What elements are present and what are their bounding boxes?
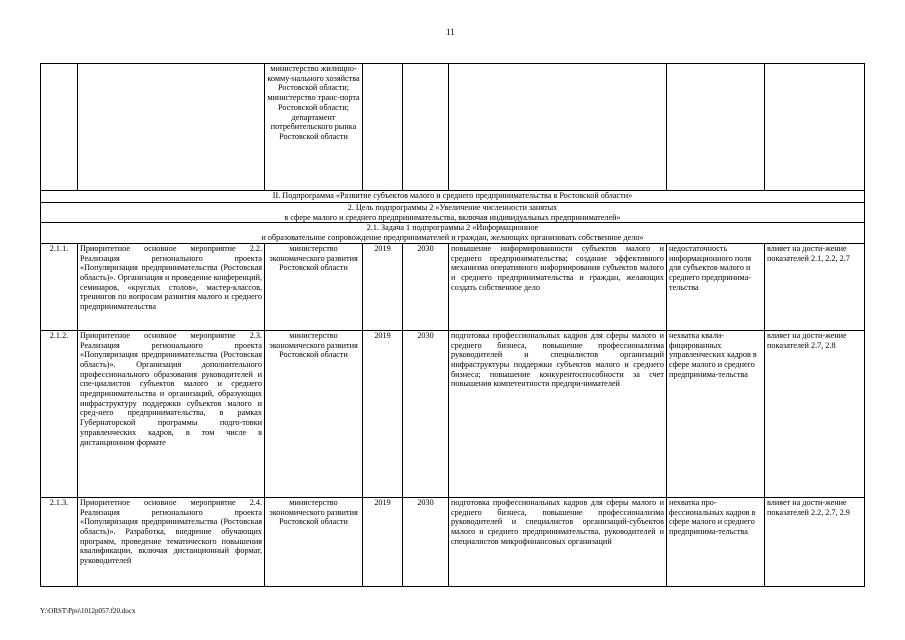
table-row <box>41 243 865 330</box>
file-path-footer: Y:\ORST\Ppo\1012p057.f20.docx <box>40 607 136 615</box>
cell-indicators: влияет на дости-жение показателей 2.2, 2.7, 2.9 <box>765 497 865 586</box>
cell-executor: министерство экономического развития Ростовской области <box>265 243 363 330</box>
section-row <box>41 191 865 203</box>
cell-executor: министерство жилищно-комму-нального хозяйства Ростовской области; министерство транс-порта Ростовской области; департамент потребительского рынка Ростовской области <box>265 64 363 191</box>
cell-activity: Приоритетное основное мероприятие 2.3. Реализация регионального проекта «Популяризация предпринимательства (Ростовская область)». Организация дополнительного профессионального образования руководителей и спе-циалистов субъектов малого и среднего предпринимательства и организаций, образующих инфраструктуру поддержки субъектов малого и сред-него предпринимательства, в рамках Губернаторской программы подго-товки управленческих кадров, в том числе в дистанционном формате <box>78 330 265 497</box>
subprogram-heading: II. Подпрограмма «Развитие субъектов малого и среднего предпринимательства в Ростовской области» <box>41 191 865 203</box>
cell-end-year: 2030 <box>403 243 449 330</box>
cell-start-year: 2019 <box>363 243 403 330</box>
cell-number <box>41 64 78 191</box>
task-heading-line-1: 2.1. Задача 1 подпрограммы 2 «Информационное <box>366 223 539 233</box>
table-row <box>41 497 865 586</box>
goal-heading-line-2: в сфере малого и среднего предпринимательства, включая индивидуальных предпринимателей» <box>284 212 621 222</box>
cell-start-year <box>363 64 403 191</box>
cell-indicators: влияет на дости-жение показателей 2.7, 2.8 <box>765 330 865 497</box>
cell-consequences: нехватка про-фессиональных кадров в сфере малого и среднего предпринима-тельства <box>667 497 765 586</box>
cell-result: подготовка профессиональных кадров для сферы малого и среднего бизнеса, повышение профессионализма руководителей и специалистов организаций инфраструктуры поддержки субъектов малого и среднего бизнеса; повышение конкурентоспособности за счет повышения компетентности предпри-нимателей <box>449 330 667 497</box>
goal-heading <box>41 203 865 223</box>
cell-start-year: 2019 <box>363 330 403 497</box>
goal-heading-line-1: 2. Цель подпрограммы 2 «Увеличение численности занятых <box>347 203 558 212</box>
cell-number: 2.1.2. <box>41 330 78 497</box>
task-heading-line-2: и образовательное сопровождение предпринимателей и граждан, желающих организовать собственное дело» <box>261 233 644 243</box>
program-activities-table <box>40 63 865 587</box>
cell-activity <box>78 64 265 191</box>
cell-start-year: 2019 <box>363 497 403 586</box>
task-heading <box>41 223 865 243</box>
cell-end-year: 2030 <box>403 497 449 586</box>
cell-result: повышение информированности субъектов малого и среднего предпринимательства; создание эффективного механизма оперативного информирования субъектов малого и среднего предпринимательства и граждан, желающих создать собственное дело <box>449 243 667 330</box>
cell-indicators <box>765 64 865 191</box>
cell-result <box>449 64 667 191</box>
cell-consequences: нехватка квали-фицированных управленческих кадров в сфере малого и среднего предпринима-тельства <box>667 330 765 497</box>
cell-consequences <box>667 64 765 191</box>
page-number: 11 <box>446 27 455 37</box>
cell-executor: министерство экономического развития Ростовской области <box>265 497 363 586</box>
table-row <box>41 64 865 191</box>
cell-end-year: 2030 <box>403 330 449 497</box>
table-row <box>41 330 865 497</box>
cell-end-year <box>403 64 449 191</box>
cell-number: 2.1.1. <box>41 243 78 330</box>
cell-indicators: влияет на дости-жение показателей 2.1, 2.2, 2.7 <box>765 243 865 330</box>
section-row <box>41 223 865 243</box>
cell-result: подготовка профессиональных кадров для сферы малого и среднего бизнеса, повышение профессионализма руководителей и специалистов организаций-субъектов малого и среднего предпринимательства, руководителей и специалистов микрофинансовых организаций <box>449 497 667 586</box>
cell-consequences: недостаточность информационного поля для субъектов малого и среднего предпринима-тельства <box>667 243 765 330</box>
cell-number: 2.1.3. <box>41 497 78 586</box>
cell-activity: Приоритетное основное мероприятие 2.2. Реализация регионального проекта «Популяризация предпринимательства (Ростовская область)». Организация и проведение конференций, семинаров, «круглых столов», мастер-классов, тренингов по вопросам развития малого и среднего предпринимательства <box>78 243 265 330</box>
cell-activity: Приоритетное основное мероприятие 2.4. Реализация регионального проекта «Популяризация предпринимательства (Ростовская область)». Разработка, внедрение обучающих программ, проведение тематического повышения квалификации, включая дистанционный формат, руководителей <box>78 497 265 586</box>
section-row <box>41 203 865 223</box>
cell-executor: министерство экономического развития Ростовской области <box>265 330 363 497</box>
